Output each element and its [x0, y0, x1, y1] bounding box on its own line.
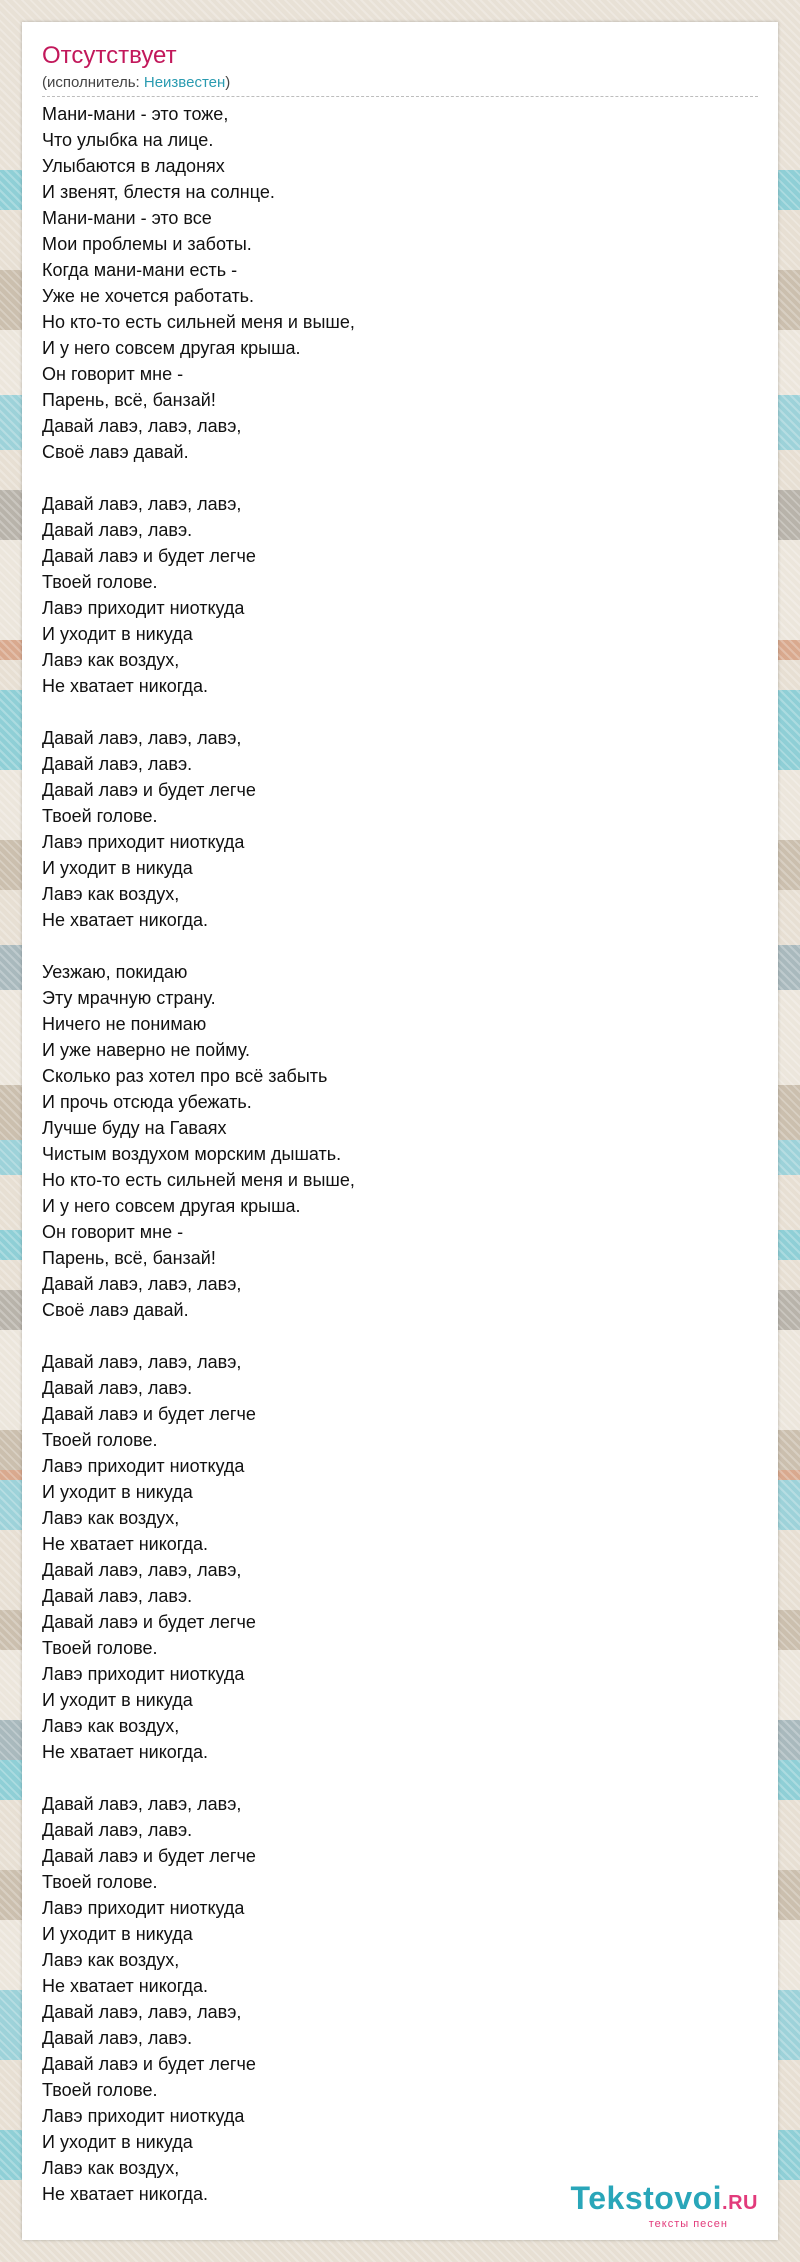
- artist-line: [42, 74, 758, 97]
- lyric-line: Парень, всё, банзай!: [42, 390, 216, 410]
- stanza-break: [42, 699, 758, 725]
- lyric-line: Сколько раз хотел про всё забыть: [42, 1066, 328, 1086]
- lyric-line: Твоей голове.: [42, 1430, 158, 1450]
- lyric-line: Давай лавэ и будет легче: [42, 2054, 256, 2074]
- lyric-line: Давай лавэ и будет легче: [42, 1846, 256, 1866]
- lyric-line: Лавэ приходит ниоткуда: [42, 1664, 245, 1684]
- lyric-line: Давай лавэ, лавэ, лавэ,: [42, 494, 242, 514]
- lyric-line: Давай лавэ и будет легче: [42, 546, 256, 566]
- lyric-line: Давай лавэ, лавэ, лавэ,: [42, 1352, 242, 1372]
- lyric-line: Он говорит мне -: [42, 1222, 184, 1242]
- lyric-line: Давай лавэ, лавэ, лавэ,: [42, 416, 242, 436]
- lyric-line: Давай лавэ и будет легче: [42, 780, 256, 800]
- lyric-line: Не хватает никогда.: [42, 1742, 209, 1762]
- lyric-line: Лавэ как воздух,: [42, 1950, 180, 1970]
- lyric-line: Твоей голове.: [42, 2080, 158, 2100]
- lyric-line: Давай лавэ, лавэ.: [42, 1586, 193, 1606]
- lyric-line: И уходит в никуда: [42, 1690, 193, 1710]
- lyric-line: Лавэ приходит ниоткуда: [42, 1898, 245, 1918]
- artist-suffix: ): [225, 74, 231, 91]
- lyric-line: Эту мрачную страну.: [42, 988, 216, 1008]
- lyric-line: И уходит в никуда: [42, 2132, 193, 2152]
- stanza-break: [42, 1323, 758, 1349]
- lyric-line: Не хватает никогда.: [42, 1976, 209, 1996]
- lyric-line: Твоей голове.: [42, 572, 158, 592]
- artist-link[interactable]: Неизвестен: [143, 74, 226, 91]
- lyric-line: Давай лавэ, лавэ, лавэ,: [42, 1560, 242, 1580]
- site-logo[interactable]: [571, 2181, 758, 2230]
- lyric-line: Когда мани-мани есть -: [42, 260, 238, 280]
- lyric-line: Давай лавэ, лавэ, лавэ,: [42, 728, 242, 748]
- lyric-line: И прочь отсюда убежать.: [42, 1092, 252, 1112]
- lyric-line: Мани-мани - это все: [42, 208, 212, 228]
- lyric-line: Давай лавэ, лавэ.: [42, 2028, 193, 2048]
- lyric-line: Парень, всё, банзай!: [42, 1248, 216, 1268]
- logo-tagline: тексты песен: [648, 2218, 728, 2230]
- lyric-line: Своё лавэ давай.: [42, 442, 189, 462]
- lyric-line: И уже наверно не пойму.: [42, 1040, 251, 1060]
- lyric-line: Давай лавэ, лавэ.: [42, 1820, 193, 1840]
- lyric-line: Что улыбка на лице.: [42, 130, 214, 150]
- lyric-line: И у него совсем другая крыша.: [42, 338, 301, 358]
- lyric-line: Лавэ как воздух,: [42, 650, 180, 670]
- lyric-line: Лавэ как воздух,: [42, 1716, 180, 1736]
- lyric-line: Давай лавэ, лавэ.: [42, 520, 193, 540]
- lyric-line: Лучше буду на Гаваях: [42, 1118, 227, 1138]
- lyric-line: Лавэ приходит ниоткуда: [42, 832, 245, 852]
- lyric-line: Уже не хочется работать.: [42, 286, 255, 306]
- song-title: Отсутствует: [42, 42, 177, 69]
- stanza-break: [42, 1765, 758, 1791]
- logo-wordmark: [571, 2181, 758, 2220]
- lyric-line: И звенят, блестя на солнце.: [42, 182, 275, 202]
- lyric-line: Давай лавэ, лавэ, лавэ,: [42, 1274, 242, 1294]
- artist-prefix: (исполнитель:: [42, 74, 144, 91]
- lyric-line: Уезжаю, покидаю: [42, 962, 188, 982]
- lyrics-card: [22, 22, 778, 2240]
- lyric-line: Не хватает никогда.: [42, 676, 209, 696]
- lyric-line: Давай лавэ, лавэ, лавэ,: [42, 1794, 242, 1814]
- lyric-line: Не хватает никогда.: [42, 1534, 209, 1554]
- logo-tld: .RU: [722, 2192, 758, 2214]
- lyric-line: Своё лавэ давай.: [42, 1300, 189, 1320]
- lyric-line: Давай лавэ и будет легче: [42, 1612, 256, 1632]
- lyric-line: Давай лавэ и будет легче: [42, 1404, 256, 1424]
- lyric-line: Лавэ приходит ниоткуда: [42, 598, 245, 618]
- lyric-line: Твоей голове.: [42, 1638, 158, 1658]
- lyric-line: Но кто-то есть сильней меня и выше,: [42, 312, 355, 332]
- lyric-line: И у него совсем другая крыша.: [42, 1196, 301, 1216]
- lyric-line: Лавэ приходит ниоткуда: [42, 2106, 245, 2126]
- lyric-line: Не хватает никогда.: [42, 2184, 209, 2204]
- lyric-line: Но кто-то есть сильней меня и выше,: [42, 1170, 355, 1190]
- lyric-line: Давай лавэ, лавэ, лавэ,: [42, 2002, 242, 2022]
- lyrics-text: [42, 101, 758, 2207]
- lyric-line: Лавэ как воздух,: [42, 1508, 180, 1528]
- logo-brand: Tekstovoi: [570, 2180, 723, 2216]
- lyric-line: Лавэ как воздух,: [42, 2158, 180, 2178]
- lyric-line: И уходит в никуда: [42, 1482, 193, 1502]
- lyric-line: Не хватает никогда.: [42, 910, 209, 930]
- lyric-line: И уходит в никуда: [42, 858, 193, 878]
- stanza-break: [42, 933, 758, 959]
- lyric-line: Давай лавэ, лавэ.: [42, 1378, 193, 1398]
- lyric-line: Твоей голове.: [42, 1872, 158, 1892]
- stanza-break: [42, 465, 758, 491]
- lyric-line: Лавэ приходит ниоткуда: [42, 1456, 245, 1476]
- lyric-line: Он говорит мне -: [42, 364, 184, 384]
- lyric-line: Мани-мани - это тоже,: [42, 104, 229, 124]
- lyric-line: Твоей голове.: [42, 806, 158, 826]
- lyric-line: Улыбаются в ладонях: [42, 156, 225, 176]
- lyric-line: Лавэ как воздух,: [42, 884, 180, 904]
- lyric-line: И уходит в никуда: [42, 1924, 193, 1944]
- lyric-line: Чистым воздухом морским дышать.: [42, 1144, 342, 1164]
- lyric-line: Мои проблемы и заботы.: [42, 234, 252, 254]
- lyric-line: Давай лавэ, лавэ.: [42, 754, 193, 774]
- lyric-line: И уходит в никуда: [42, 624, 193, 644]
- lyric-line: Ничего не понимаю: [42, 1014, 207, 1034]
